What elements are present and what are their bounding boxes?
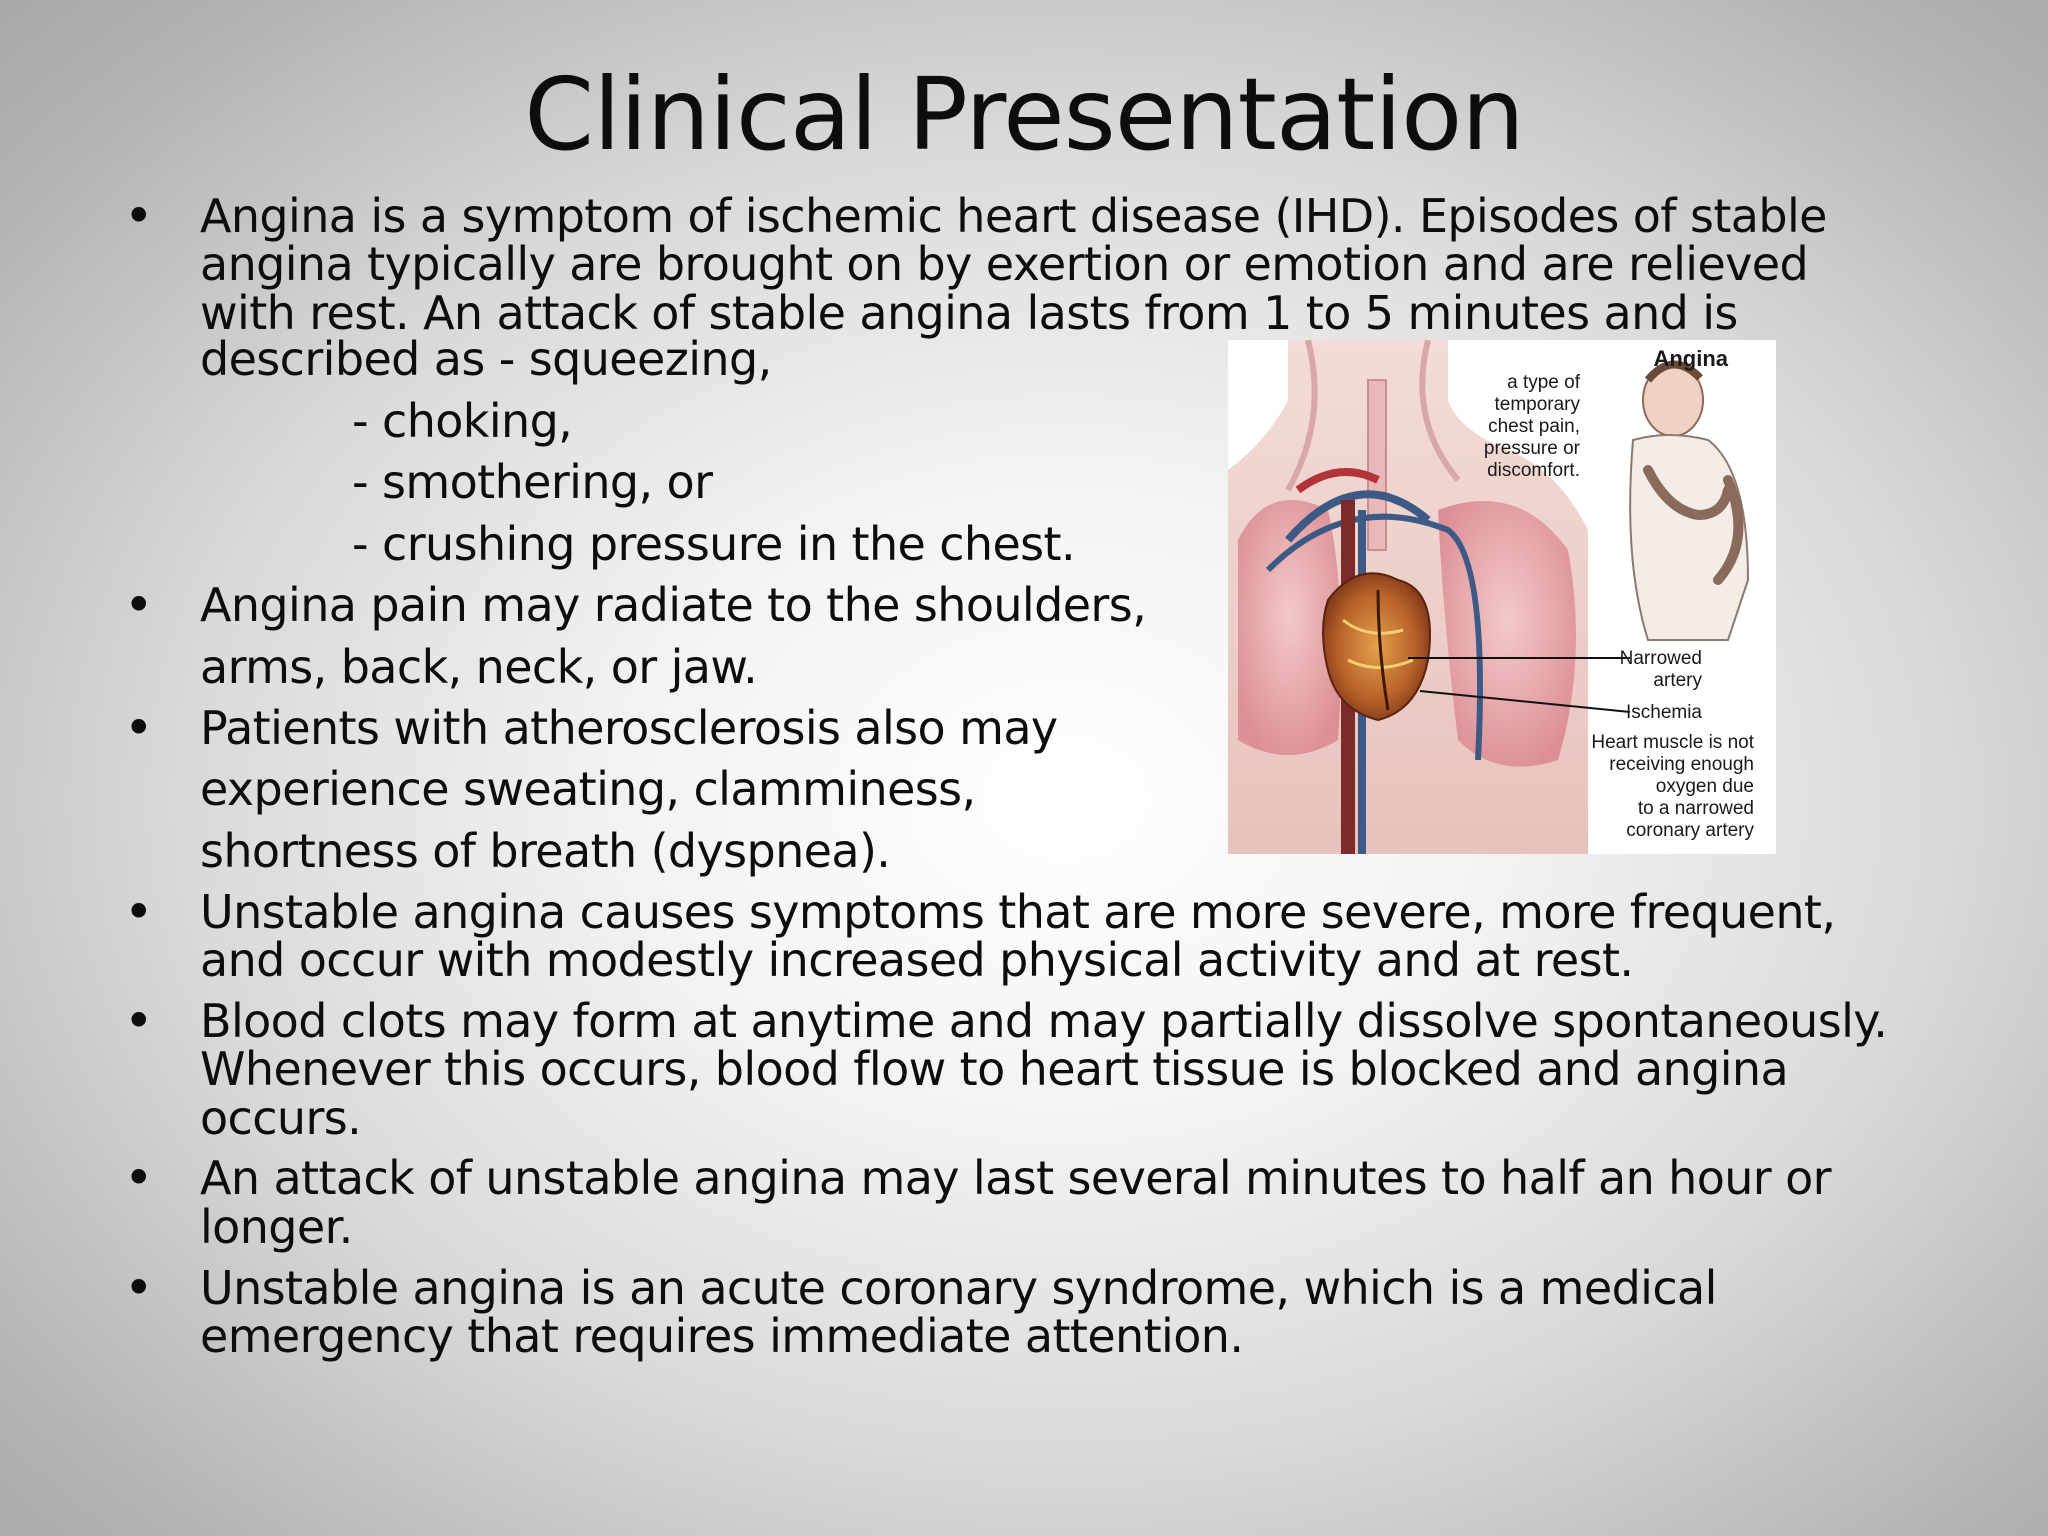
figure-caption-line: a type of: [1507, 372, 1580, 393]
bullet-1-subline-1: - choking,: [352, 394, 573, 448]
ischemia-label: Ischemia: [1625, 702, 1702, 723]
bullet-1-line-4: described as - squeezing,: [200, 332, 772, 386]
figure-description-line: oxygen due: [1655, 776, 1754, 797]
bullet-1-line-3: with rest. An attack of stable angina lasts from 1 to 5 minutes and is: [200, 286, 1738, 340]
bullet-5-line-2: Whenever this occurs, blood flow to heart tissue is blocked and angina: [200, 1042, 1789, 1096]
bullet-marker: •: [124, 576, 154, 634]
bullet-4-line-2: and occur with modestly increased physical activity and at rest.: [200, 933, 1634, 987]
bullet-3-line-3: shortness of breath (dyspnea).: [200, 824, 891, 878]
figure-caption-line: pressure or: [1483, 438, 1580, 459]
angina-illustration: [1228, 340, 1776, 854]
figure-description-line: receiving enough: [1609, 754, 1754, 775]
bullet-7-line-1: Unstable angina is an acute coronary syndrome, which is a medical: [200, 1261, 1717, 1315]
figure-caption-line: temporary: [1494, 394, 1580, 415]
bullet-1-line-1: Angina is a symptom of ischemic heart disease (IHD). Episodes of stable: [200, 189, 1827, 243]
artery-label: artery: [1653, 670, 1702, 691]
bullet-marker: •: [124, 1149, 154, 1207]
figure-description-line: Heart muscle is not: [1591, 732, 1754, 753]
bullet-2-line-1: Angina pain may radiate to the shoulders,: [200, 578, 1147, 632]
bullet-marker: •: [124, 699, 154, 757]
bullet-2-line-2: arms, back, neck, or jaw.: [200, 640, 758, 694]
bullet-1-line-2: angina typically are brought on by exertion or emotion and are relieved: [200, 237, 1809, 291]
figure-caption-line: chest pain,: [1488, 416, 1580, 437]
bullet-1-subline-2: - smothering, or: [352, 455, 713, 509]
bullet-6-line-1: An attack of unstable angina may last several minutes to half an hour or: [200, 1151, 1831, 1205]
bullet-6-line-2: longer.: [200, 1200, 353, 1254]
bullet-marker: •: [124, 992, 154, 1050]
narrowed-label: Narrowed: [1619, 648, 1702, 669]
bullet-marker: •: [124, 883, 154, 941]
bullet-4-line-1: Unstable angina causes symptoms that are more severe, more frequent,: [200, 885, 1836, 939]
bullet-marker: •: [124, 187, 154, 245]
slide-title: Clinical Presentation: [524, 56, 1524, 173]
bullet-marker: •: [124, 1259, 154, 1317]
figure-description-line: coronary artery: [1626, 820, 1754, 841]
bullet-5-line-1: Blood clots may form at anytime and may partially dissolve spontaneously.: [200, 994, 1888, 1048]
bullet-7-line-2: emergency that requires immediate attention.: [200, 1309, 1244, 1363]
figure-heading: Angina: [1653, 346, 1728, 371]
bullet-1-subline-3: - crushing pressure in the chest.: [352, 517, 1076, 571]
bullet-3-line-1: Patients with atherosclerosis also may: [200, 701, 1058, 755]
bullet-3-line-2: experience sweating, clamminess,: [200, 762, 976, 816]
figure-caption-line: discomfort.: [1487, 460, 1580, 481]
bullet-5-line-3: occurs.: [200, 1091, 362, 1145]
figure-description-line: to a narrowed: [1637, 798, 1754, 819]
